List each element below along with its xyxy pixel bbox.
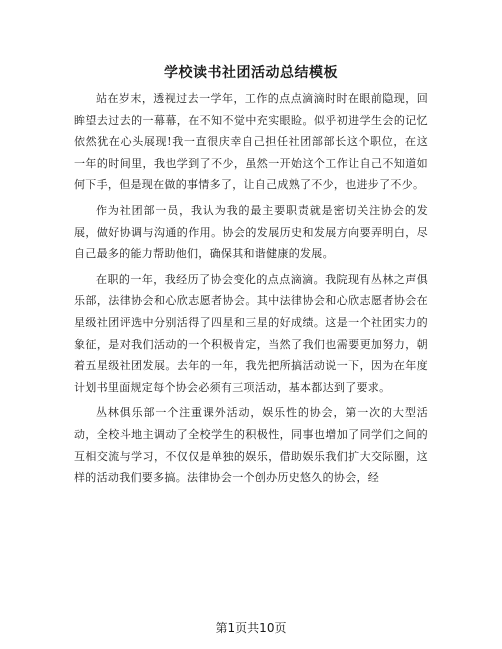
- paragraph-2: 作为社团部一员，我认为我的最主要职责就是密切关注协会的发展，做好协调与沟通的作用。协会的发展历史和发展方向要弄明白，尽自己最多的能力帮助他们，确保其和谐健康的发展。: [74, 203, 428, 261]
- paragraph-3: 在职的一年，我经历了协会变化的点点滴滴。我院现有丛林之声俱乐部，法律协会和心欣志愿者协会。其中法律协会和心欣志愿者协会在星级社团评选中分别活得了四星和三星的好成绩。这是一个社团实力的象征，是对我们活动的一个积极肯定，当然了我们也需要更加努力，朝着五星级社团发展。去年的一年，我先把所搞活动说一下，因为在年度计划书里面规定每个协会必须有三项活动，基本都达到了要求。: [74, 272, 428, 394]
- paragraph-1: 站在岁末，透视过去一学年，工作的点点滴滴时时在眼前隐现，回眸望去过去的一幕幕，在不知不觉中充实眼睑。似乎初进学生会的记忆依然犹在心头展现!我一直很庆幸自己担任社团部部长这个职位，在这一年的时间里，我也学到了不少，虽然一开始这个工作让自己不知道如何下手，但是现在做的事情多了，让自己成熟了不少，也进步了不少。: [74, 92, 428, 192]
- document-body: [74, 88, 428, 493]
- document-title: 学校读书社团活动总结模板: [164, 65, 338, 81]
- paragraph-4: 丛林俱乐部一个注重课外活动，娱乐性的协会，第一次的大型活动，全校斗地主调动了全校学生的积极性，同事也增加了同学们之间的互相交流与学习，不仅仅是单独的娱乐，借助娱乐我们扩大交际圈，这样的活动我们要多搞。法律协会一个创办历史悠久的协会，经: [74, 406, 428, 485]
- page-number-footer: 第1页共10页: [215, 621, 287, 635]
